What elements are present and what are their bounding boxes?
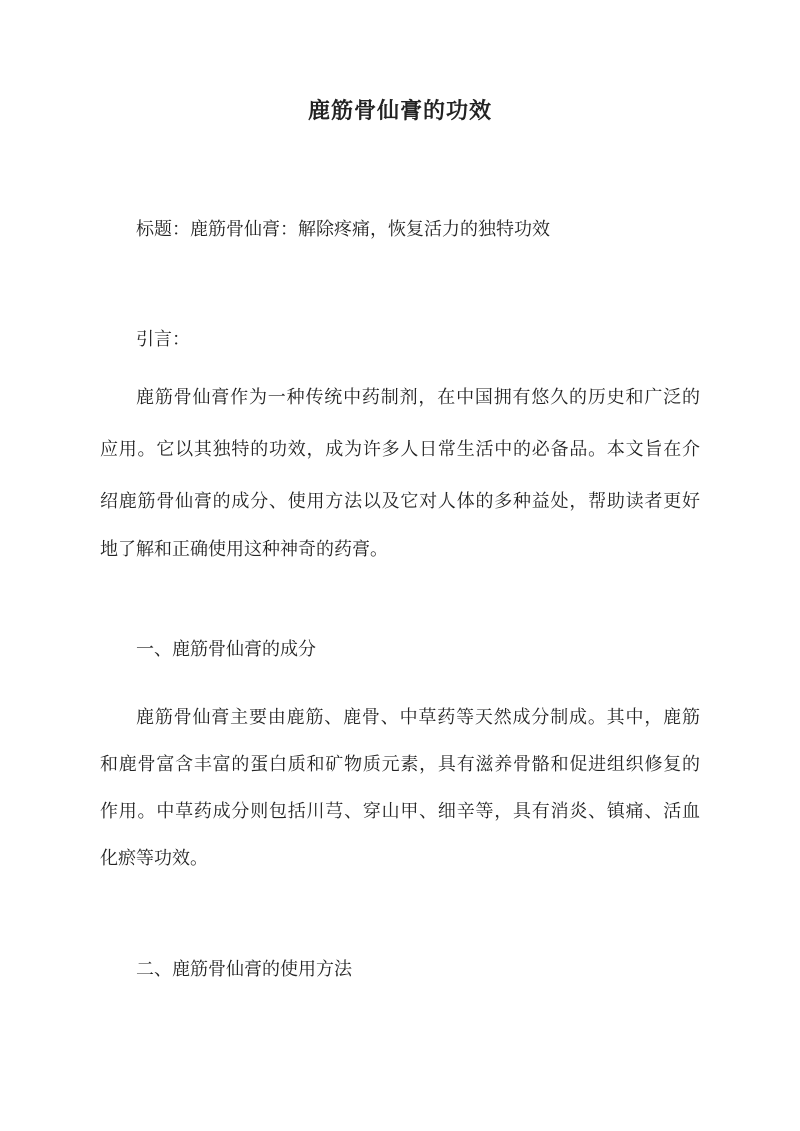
intro-heading: 引言： xyxy=(136,329,190,350)
subtitle-line: 标题：鹿筋骨仙膏：解除疼痛，恢复活力的独特功效 xyxy=(136,219,550,240)
document-title: 鹿筋骨仙膏的功效 xyxy=(307,98,492,124)
paragraph-line: 绍鹿筋骨仙膏的成分、使用方法以及它对人体的多种益处，帮助读者更好 xyxy=(100,491,700,512)
paragraph-line: 化瘀等功效。 xyxy=(100,848,208,869)
paragraph-line: 和鹿骨富含丰富的蛋白质和矿物质元素，具有滋养骨骼和促进组织修复的 xyxy=(100,754,700,775)
paragraph-line: 应用。它以其独特的功效，成为许多人日常生活中的必备品。本文旨在介 xyxy=(100,439,700,460)
paragraph-line: 鹿筋骨仙膏主要由鹿筋、鹿骨、中草药等天然成分制成。其中，鹿筋 xyxy=(136,707,700,728)
paragraph-line: 鹿筋骨仙膏作为一种传统中药制剂，在中国拥有悠久的历史和广泛的 xyxy=(136,387,700,408)
section-heading-ingredients: 一、鹿筋骨仙膏的成分 xyxy=(136,639,316,660)
paragraph-line: 地了解和正确使用这种神奇的药膏。 xyxy=(100,539,388,560)
paragraph-line: 作用。中草药成分则包括川芎、穿山甲、细辛等，具有消炎、镇痛、活血 xyxy=(100,801,700,822)
section-heading-usage: 二、鹿筋骨仙膏的使用方法 xyxy=(136,959,352,980)
